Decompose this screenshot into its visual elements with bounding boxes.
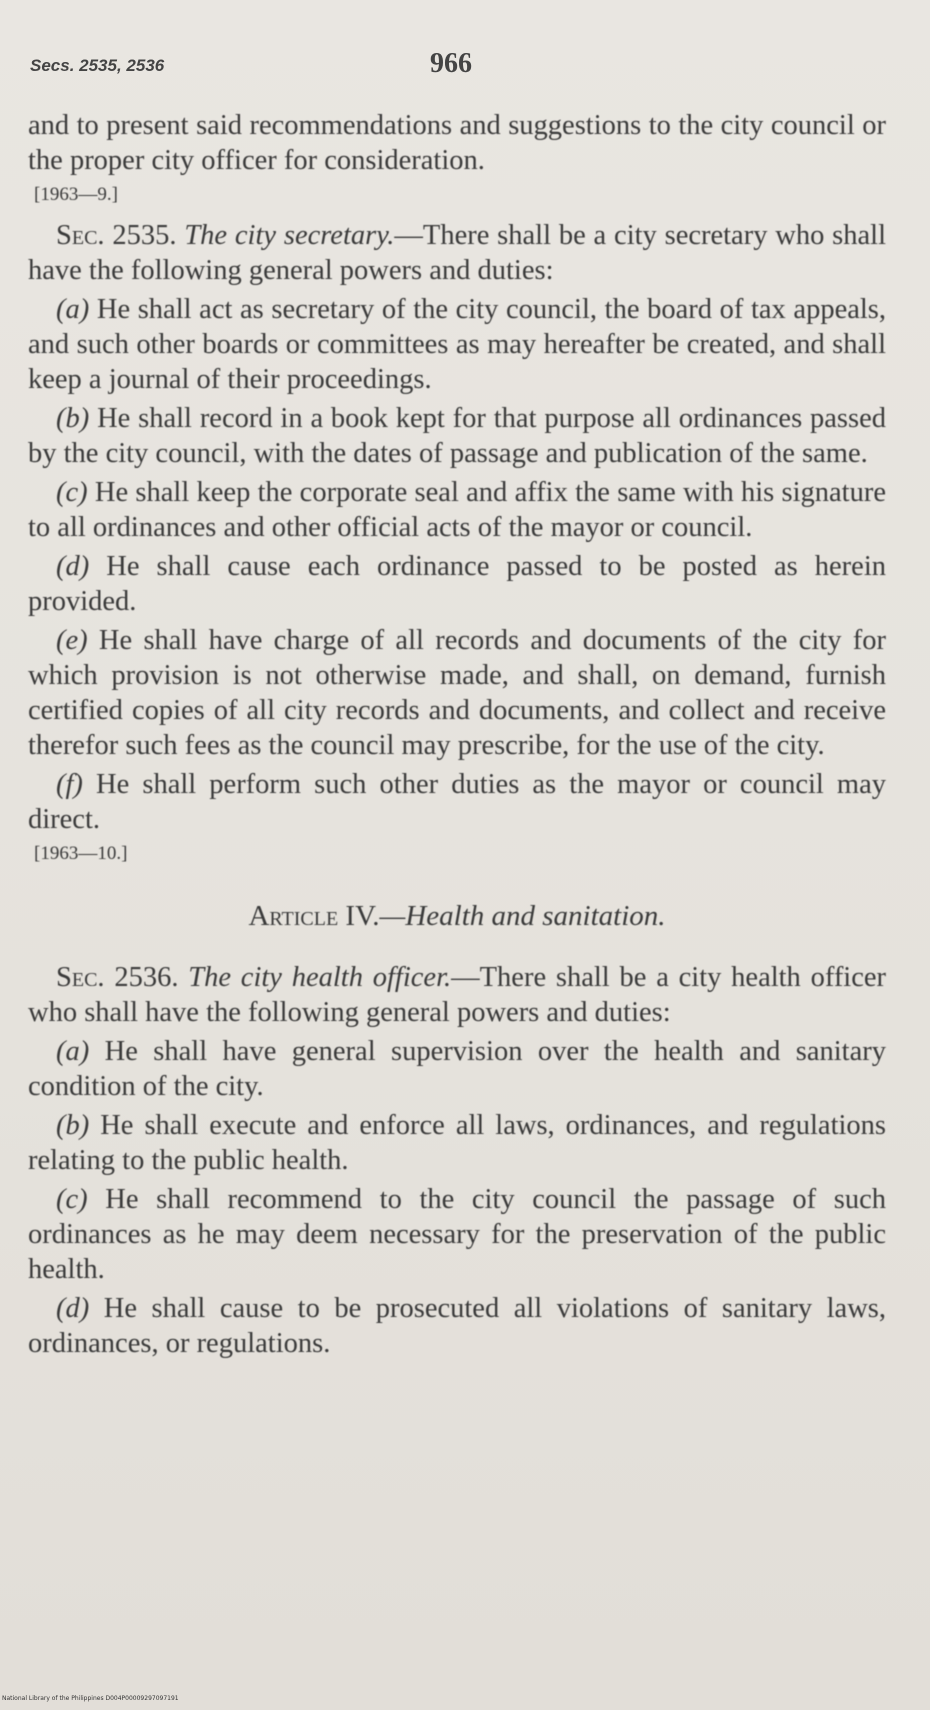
list-item — [28, 549, 886, 619]
item-text: He shall act as secretary of the city council, the board of tax appeals, and such other boards or committees as may hereafter be created, and shall keep a journal of their proceedings. — [28, 294, 886, 395]
citation: [1963—10.] — [34, 843, 128, 864]
item-letter: (e) — [56, 625, 88, 656]
article-title: —Health and sanitation. — [379, 900, 666, 932]
section-number: 2535. — [112, 220, 177, 251]
list-item — [28, 292, 886, 397]
running-header-sections: Secs. 2535, 2536 — [30, 56, 165, 75]
item-letter: (f) — [56, 769, 83, 800]
item-letter: (c) — [56, 477, 88, 508]
item-text: He shall cause each ordinance passed to be posted as herein provided. — [28, 551, 886, 617]
section-text: —There shall be a city secretary who shall have the following general powers and duties: — [28, 220, 887, 286]
section-title: The city secretary. — [184, 220, 395, 251]
list-item — [28, 401, 886, 471]
item-letter: (c) — [56, 1184, 88, 1215]
item-text: He shall perform such other duties as the mayor or council may direct. — [28, 769, 886, 835]
citation: [1963—9.] — [34, 184, 118, 205]
item-letter: (d) — [56, 551, 90, 582]
list-item — [28, 1108, 886, 1178]
section-number: 2536. — [114, 962, 179, 993]
item-text: He shall cause to be prosecuted all violations of sanitary laws, ordinances, or regulations. — [28, 1293, 886, 1359]
list-item — [28, 1291, 886, 1361]
item-letter: (a) — [56, 294, 90, 325]
section-label: Sec. — [56, 962, 105, 993]
item-text: He shall record in a book kept for that purpose all ordinances passed by the city council, with the dates of passage and publication of the same. — [28, 403, 886, 469]
item-text: He shall recommend to the city council the passage of such ordinances as he may deem necessary for the preservation of the public health. — [28, 1184, 886, 1285]
item-letter: (b) — [56, 403, 90, 434]
list-item — [28, 623, 886, 763]
item-text: He shall execute and enforce all laws, ordinances, and regulations relating to the public health. — [28, 1110, 886, 1176]
item-letter: (d) — [56, 1293, 90, 1324]
list-item — [28, 1182, 886, 1287]
section-label: Sec. — [56, 220, 105, 251]
item-text: He shall have charge of all records and documents of the city for which provision is not otherwise made, and shall, on demand, furnish certified copies of all city records and documents, and collect and receive therefor such fees as the council may prescribe, for the use of the city. — [28, 625, 886, 761]
list-item — [28, 475, 886, 545]
section-2535-heading — [28, 218, 886, 288]
item-text: He shall have general supervision over the health and sanitary condition of the city. — [28, 1036, 886, 1102]
list-item — [28, 767, 886, 837]
document-body — [28, 108, 886, 1361]
intro-paragraph: and to present said recommendations and suggestions to the city council or the proper city officer for consideration. — [28, 110, 886, 176]
item-letter: (b) — [56, 1110, 90, 1141]
section-text: —There shall be a city health officer who shall have the following general powers and duties: — [28, 962, 887, 1028]
section-2536-heading — [28, 960, 886, 1030]
list-item — [28, 1034, 886, 1104]
section-title: The city health officer. — [188, 962, 452, 993]
article-label: Article IV. — [248, 900, 380, 932]
page-number: 966 — [430, 48, 472, 79]
item-text: He shall keep the corporate seal and affix the same with his signature to all ordinances and other official acts of the mayor or council. — [28, 477, 886, 543]
article-heading — [28, 899, 886, 934]
scan-watermark: National Library of the Philippines D004P00009297097191 — [2, 1695, 179, 1702]
item-letter: (a) — [56, 1036, 90, 1067]
